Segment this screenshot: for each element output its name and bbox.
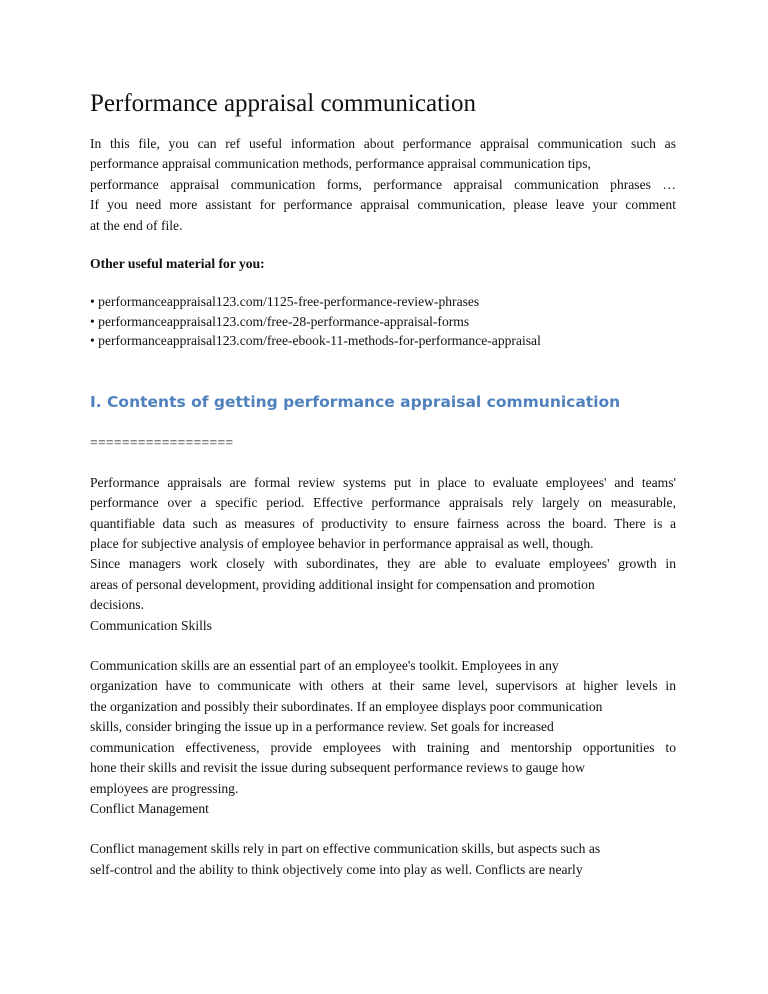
paragraph-line: Since managers work closely with subordinates, they are able to evaluate employees' growth in xyxy=(90,556,676,572)
document-title: Performance appraisal communication xyxy=(90,90,476,117)
paragraph-line: employees are progressing. xyxy=(90,780,239,796)
paragraph-line: the organization and possibly their subordinates. If an employee displays poor communication xyxy=(90,698,603,714)
paragraph-line: communication effectiveness, provide employees with training and mentorship opportunities to xyxy=(90,739,676,755)
other-material-heading: Other useful material for you: xyxy=(90,256,265,272)
paragraph-line: Performance appraisals are formal review systems put in place to evaluate employees' and teams' xyxy=(90,474,676,490)
paragraph-conflict-management xyxy=(90,839,676,880)
divider-line: ================== xyxy=(90,434,234,450)
link-appraisal-forms[interactable]: • performanceappraisal123.com/free-28-performance-appraisal-forms xyxy=(90,313,470,329)
paragraph-line: performance over a specific period. Effective performance appraisals rely largely on measurable, xyxy=(90,495,676,511)
intro-line: In this file, you can ref useful information about performance appraisal communication such as xyxy=(90,136,676,151)
paragraph-line: organization have to communicate with others at their same level, supervisors at higher levels in xyxy=(90,678,676,694)
paragraph-line: self-control and the ability to think objectively come into play as well. Conflicts are nearly xyxy=(90,861,583,877)
subheading-communication-skills: Communication Skills xyxy=(90,617,212,633)
link-review-phrases[interactable]: • performanceappraisal123.com/1125-free-performance-review-phrases xyxy=(90,294,480,310)
paragraph-performance-appraisals xyxy=(90,473,676,616)
paragraph-line: place for subjective analysis of employee behavior in performance appraisal as well, though. xyxy=(90,536,594,552)
link-ebook-methods[interactable]: • performanceappraisal123.com/free-ebook-11-methods-for-performance-appraisal xyxy=(90,333,541,349)
intro-line: If you need more assistant for performance appraisal communication, please leave your comment xyxy=(90,197,676,213)
paragraph-line: Communication skills are an essential part of an employee's toolkit. Employees in any xyxy=(90,658,559,674)
intro-line: performance appraisal communication forms, performance appraisal communication phrases … xyxy=(90,176,676,192)
paragraph-line: hone their skills and revisit the issue during subsequent performance reviews to gauge how xyxy=(90,760,585,776)
paragraph-line: skills, consider bringing the issue up in a performance review. Set goals for increased xyxy=(90,719,554,735)
paragraph-line: areas of personal development, providing additional insight for compensation and promotion xyxy=(90,576,595,592)
subheading-conflict-management: Conflict Management xyxy=(90,800,209,816)
section-heading: I. Contents of getting performance appraisal communication xyxy=(90,392,621,411)
paragraph-line: Conflict management skills rely in part on effective communication skills, but aspects such as xyxy=(90,841,601,857)
intro-line: at the end of file. xyxy=(90,217,183,233)
document-page xyxy=(90,88,676,880)
paragraph-line: quantifiable data such as measures of productivity to ensure fairness across the board. There is a xyxy=(90,515,676,531)
paragraph-communication-skills xyxy=(90,656,676,799)
paragraph-line: decisions. xyxy=(90,597,144,613)
useful-links-list xyxy=(90,292,676,351)
intro-line: performance appraisal communication methods, performance appraisal communication tips, xyxy=(90,156,591,172)
intro-paragraph xyxy=(90,134,676,236)
